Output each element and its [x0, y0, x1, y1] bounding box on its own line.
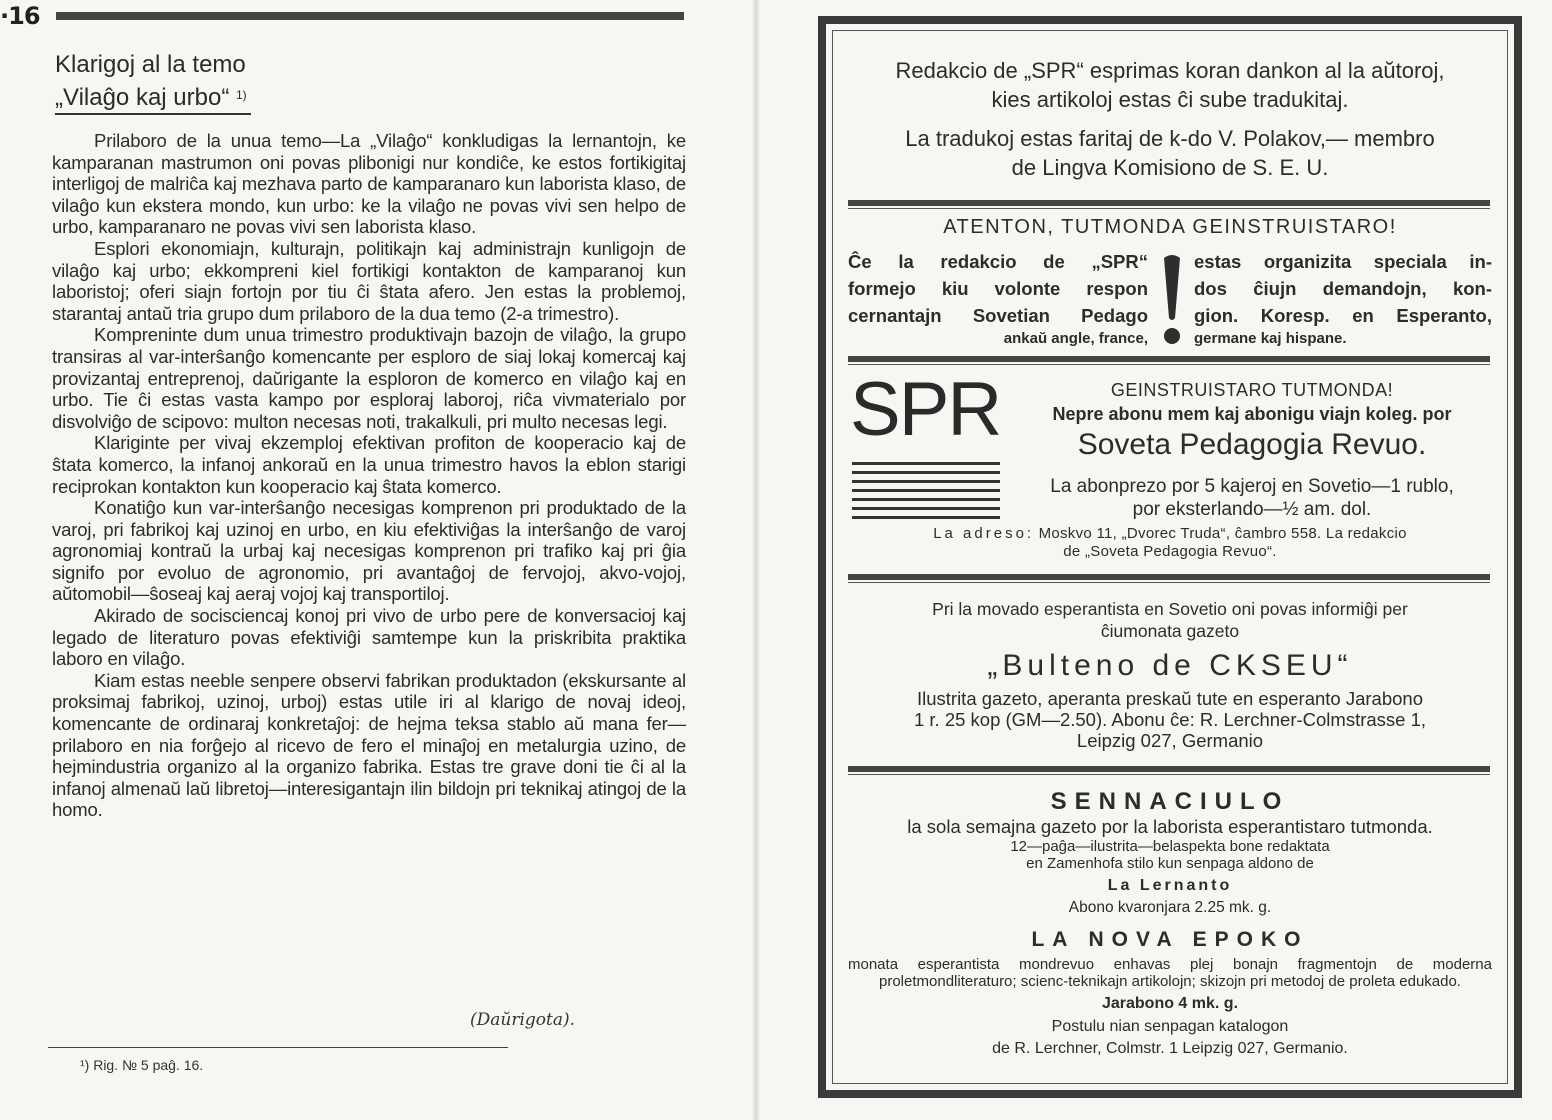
atenton-right-line: gion. Koresp. en Esperanto, [1194, 305, 1492, 326]
atenton-left-line: Ĉe la redakcio de „SPR“ [848, 251, 1148, 272]
article-body [52, 130, 686, 821]
article-title [55, 50, 251, 115]
sennaciulo-supplement: La Lernanto [1107, 877, 1233, 894]
paragraph: Kiam estas neeble senpere observi fabrikan produktadon (ekskursante al proksimaj fabrikoj, uzinoj, urboj) estas utile iri al klarigo de novaj ideoj, komencante de ordinaraj konkretaĵoj: de hejma teksa stablo aŭ mana fer—prilaboro en nia forĝejo al ricevo de fero el minaĵoj en metalurgia uzino, de hejmindustria organizo al la organizo fabrika. Estas tre grave doni tie ĉi al la infanoj almenaŭ laŭ libretoj—interesigantajn ilin bildojn pri teknikaj atingoj de la homo. [52, 669, 686, 821]
spr-journal-name: Soveta Pedagogia Revuo. [1077, 428, 1427, 461]
spr-advertisement [1002, 380, 1502, 521]
epoko-catalog-line-2: de R. Lerchner, Colmstr. 1 Leipzig 027, Germanio. [992, 1040, 1348, 1057]
epoko-catalog-line-1: Postulu nian senpagan katalogon [1051, 1018, 1289, 1035]
spr-address-label: La adreso: [933, 525, 1035, 542]
thanks-notice [832, 56, 1508, 114]
spr-price-line-2: por eksterlando—½ am. dol. [1132, 499, 1372, 520]
title-footnote-mark[interactable]: 1) [236, 88, 247, 102]
paragraph: Akirado de socisciencaj konoj pri vivo de urbo pere de konversacioj kaj legado de literaturo povas efektiviĝi samtempe kun la priskribita praktika laboro en vilaĝo. [52, 605, 686, 670]
paragraph: Prilaboro de la unua temo—La „Vilaĝo“ konkludigas la lernantojn, ke kamparanan mastrumon oni povas plibonigi nur kondiĉe, ke estos fortikigitaj interligoj de malriĉa kaj mezhava parto de kamparanaro kun laborista klaso, de vilaĝo kun ekstera mondo, kun urbo: ke la vilaĝo ne povas vivi sen helpo de urbo, kamparanaro ne povas vivi sen laborista klaso. [52, 130, 686, 238]
atenton-right-line: estas organizita speciala in- [1194, 251, 1492, 272]
right-page [720, 0, 1552, 1120]
header-rule [56, 12, 684, 20]
paragraph: Kompreninte dum unua trimestro produktivajn bazojn de vilaĝo, la grupo transiras al var-interŝanĝo komencante per esploro de siaj lokaj komercaj kaj provizantaj entreprenoj, daŭrigante la esploron de komerco en vilaĝo kaj en urbo. Tie ĉi estas vasta kampo por esploraj laboroj, riĉa vivmaterialo por disvolviĝo de scipovo: multon necesas noti, trakalkuli, pri multo necesas legi. [52, 324, 686, 432]
epoko-title: LA NOVA EPOKO [1031, 928, 1309, 951]
bulteno-desc-line-3: Leipzig 027, Germanio [1076, 730, 1264, 751]
section-divider [848, 574, 1490, 583]
spr-address [832, 525, 1508, 561]
bulteno-title: „Bulteno de CKSEU“ [987, 649, 1353, 682]
sennaciulo-line-2: en Zamenhofa stilo kun senpaga aldono de [1026, 855, 1314, 872]
page-number: ·16 [0, 2, 40, 30]
exclamation-icon [1154, 252, 1190, 348]
paragraph: Klariginte per vivaj ekzemploj efektivan profiton de kooperacio kaj de ŝtata komerco, la infanoj ankoraŭ en la unua trimestro havos la eblon starigi reciprokan kontakton kun kooperacio kaj ŝtata komerco. [52, 432, 686, 497]
bulteno-desc-line-1: Ilustrita gazeto, aperanta preskaŭ tute en esperanto Jarabono [916, 688, 1423, 709]
section-divider [848, 200, 1490, 209]
translator-line-1: La tradukoj estas faritaj de k-do V. Polakov,— membro [905, 126, 1435, 151]
atenton-left-column [848, 248, 1148, 349]
atenton-right-small: germane kaj hispane. [1194, 330, 1347, 347]
epoko-description: monata esperantista mondrevuo enhavas plej bonajn fragmentojn de moderna proletmondliteraturo; scienc-teknikajn artikolojn; skizojn pri metodoj de proleta edukado. [848, 956, 1492, 990]
epoko-price: Jarabono 4 mk. g. [1101, 995, 1239, 1012]
atenton-right-column [1194, 248, 1492, 349]
left-page [0, 0, 700, 1120]
sennaciulo-advertisement [832, 816, 1508, 918]
thanks-line-2: kies artikoloj estas ĉi sube tradukitaj. [991, 87, 1349, 112]
title-line-2-text: „Vilaĝo kaj urbo“ [55, 84, 230, 111]
spr-subheading: Nepre abonu mem kaj abonigu viajn koleg. por [1052, 404, 1452, 424]
spr-heading: GEINSTRUISTARO TUTMONDA! [1110, 380, 1394, 400]
atenton-right-line: dos ĉiujn demandojn, kon- [1194, 278, 1492, 299]
spr-logo-lines [852, 462, 1000, 525]
bulteno-intro-line-2: ĉiumonata gazeto [1100, 621, 1240, 641]
footnote: ¹) Rig. № 5 paĝ. 16. [80, 1057, 204, 1073]
footnote-rule [48, 1047, 508, 1048]
sennaciulo-price: Abono kvaronjara 2.25 mk. g. [1068, 899, 1272, 916]
thanks-line-1: Redakcio de „SPR“ esprimas koran dankon al la aŭtoroj, [895, 58, 1445, 83]
atenton-heading: ATENTON, TUTMONDA GEINSTRUISTARO! [943, 216, 1397, 238]
atenton-left-small: ankaŭ angle, france, [1003, 330, 1148, 347]
atenton-notice [848, 248, 1492, 347]
epoko-advertisement [848, 956, 1492, 1060]
section-divider [848, 766, 1490, 775]
spr-logo: SPR [850, 367, 1001, 452]
title-line-1: Klarigoj al la temo [55, 51, 246, 78]
spr-address-line-2: de „Soveta Pedagogia Revuo“. [1063, 543, 1277, 560]
paragraph: Esplori ekonomiajn, kulturajn, politikajn kaj administrajn kunligojn de vilaĝo kaj urbo; ekkompreni kiel fortikigi kontakton de kamparanoj kun laboristoj; oferi siajn fortojn por tiu ĉi ŝtata afero. Jen estas la problemoj, starantaj antaŭ tria grupo dum prilaboro de la dua temo (2-a trimestro). [52, 237, 686, 324]
translator-notice [832, 124, 1508, 182]
bulteno-advertisement [832, 598, 1508, 751]
atenton-left-line: cernantajn Sovetian Pedago [848, 305, 1148, 326]
continuation-note: (Daŭrigota). [470, 1010, 576, 1030]
spr-address-line-1 [832, 525, 1508, 543]
atenton-left-line: formejo kiu volonte respon [848, 278, 1148, 299]
bulteno-desc-line-2: 1 r. 25 kop (GM—2.50). Abonu ĉe: R. Lerchner-Colmstrasse 1, [913, 709, 1427, 730]
paragraph: Konatiĝo kun var-interŝanĝo necesigas komprenon pri produktado de la varoj, pri fabrikoj kaj uzinoj en urbo, en kiu efektiviĝas la interŝanĝo de varoj agronomiaj kontraŭ la urbaj kaj necesigas komprenon pri trafiko kaj pri ĝia signifo por evoluo de agronomio, pri avantaĝoj de fervojoj, akvo-vojoj, aŭtomobil—ŝoseaj kaj aeraj vojoj kaj transportiloj. [52, 497, 686, 605]
spr-address-text: Moskvo 11, „Dvorec Truda“, ĉambro 558. La redakcio [1038, 525, 1407, 542]
title-line-2 [55, 80, 251, 115]
bulteno-intro-line-1: Pri la movado esperantista en Sovetio oni povas informiĝi per [932, 599, 1408, 619]
spr-price-line-1: La abonprezo por 5 kajeroj en Sovetio—1 rublo, [1050, 476, 1454, 497]
sennaciulo-line-1: 12—paĝa—ilustrita—belaspekta bone redaktata [1010, 838, 1330, 855]
sennaciulo-title: SENNACIULO [1050, 788, 1290, 815]
sennaciulo-subtitle: la sola semajna gazeto por la laborista esperantistaro tutmonda. [907, 816, 1433, 837]
section-divider [848, 356, 1490, 365]
translator-line-2: de Lingva Komisiono de S. E. U. [1011, 155, 1329, 180]
spr-price [1002, 475, 1502, 521]
